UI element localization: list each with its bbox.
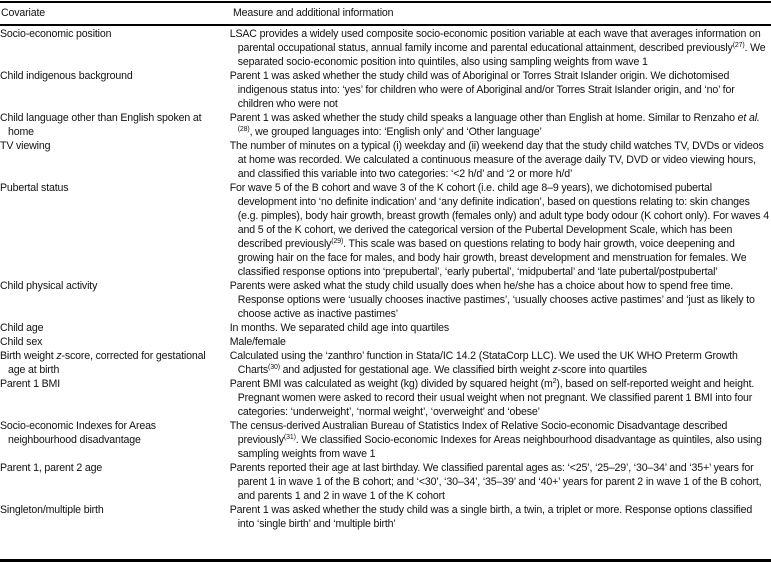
table-row — [0, 349, 771, 377]
measure-cell: Parent 1 was asked whether the study child speaks a language other than English at home. Similar to Renzaho et al.$^{(28)}$, we grouped languages into: ‘English only’ and ‘Other language’ — [229, 112, 760, 138]
header-rule — [0, 24, 771, 26]
table-row — [0, 503, 771, 531]
measure-cell: Parent BMI was calculated as weight (kg) divided by squared height $(m^2)$, based on self-reported weight and height. Pregnant women were asked to record their usual weight when not pregnant. We classified parent 1 BMI into four categories: ‘underweight’, ‘normal weight’, ‘overweight’ and ‘obese’ — [229, 378, 755, 418]
table-row — [0, 419, 771, 461]
measure-cell: Parents reported their age at last birthday. We classified parental ages as: ‘<25’, ‘25–29’, ‘30–34’ and ‘35+’ years for parent 1 in wave 1 of the B cohort; and ‘<30’, ‘30–34’, ‘35–39’ and ‘40+’ years for parent 2 in wave 1 of the B cohort, and parents 1 and 2 in wave 1 of the K cohort — [229, 462, 762, 502]
table-top-rule — [0, 1, 771, 3]
covariate-cell: Socio-economic Indexes for Areas neighbourhood disadvantage — [0, 420, 156, 446]
table-body — [0, 27, 771, 531]
table-row — [0, 377, 771, 419]
table-row — [0, 69, 771, 111]
table-row — [0, 181, 771, 279]
measure-cell: Parents were asked what the study child usually does when he/she has a choice about how to spend free time. Response options were ‘usually chooses inactive pastimes’, ‘usually chooses active pastimes’ and ‘just as likely to choose active as inactive pastimes’ — [229, 280, 755, 320]
measure-cell: For wave 5 of the B cohort and wave 3 of the K cohort (i.e. child age 8–9 years), we dichotomised pubertal development into ‘no definite indication’ and ‘any definite indication’, based on questions relating to: skin changes (e.g. pimples), body hair growth, breast growth (females only) and adult type body odour (K cohort only). For waves 4 and 5 of the K cohort, we derived the categorical version of the Pubertal Development Scale, which has been described previously$^{(29)}$. This scale was based on questions relating to body hair growth, voice deepening and growing hair on the face for males, and body hair growth, breast development and menstruation for females. We classified response options into ‘prepubertal’, ‘early pubertal’, ‘midpubertal’ and ‘late pubertal/postpubertal’ — [229, 182, 769, 278]
measure-cell: Parent 1 was asked whether the study child was a single birth, a twin, a triplet or more. Response options classified into ‘single birth’ and ‘multiple birth’ — [229, 504, 753, 530]
covariate-cell: Child physical activity — [0, 280, 98, 292]
column-header-covariate: Covariate — [1, 7, 45, 19]
table-row — [0, 335, 771, 349]
covariate-cell: Child indigenous background — [0, 70, 133, 82]
measure-cell: Parent 1 was asked whether the study child was of Aboriginal or Torres Strait Islander origin. We dichotomised indigenous status into: ‘yes’ for children who were of Aboriginal and/or Torres Strait Islander origin, and ‘no’ for children who were not — [229, 70, 735, 110]
measure-cell: The census-derived Australian Bureau of Statistics Index of Relative Socio-economic Disadvantage described previously$^{(31)}$. We classified Socio-economic Indexes for Areas neighbourhood disadvantage as quintiles, also using sampling weights from wave 1 — [229, 420, 762, 460]
covariate-cell: Singleton/multiple birth — [0, 504, 104, 516]
measure-cell: LSAC provides a widely used composite socio-economic position variable at each wave that averages information on parental occupational status, annual family income and parental educational attainment, described previously$^{(27)}$. We separated socio-economic position into quintiles, also using sampling weights from wave 1 — [229, 28, 766, 68]
measure-cell: Calculated using the ‘zanthro’ function in Stata/IC 14.2 (StataCorp LLC). We used the UK WHO Preterm Growth Charts$^{(30)}$ and adjusted for gestational age. We classified birth weight z-score into quartiles — [229, 350, 738, 376]
table-row — [0, 279, 771, 321]
covariate-cell: Child language other than English spoken at home — [0, 112, 202, 138]
table-row — [0, 111, 771, 139]
covariate-cell: Socio-economic position — [0, 28, 112, 40]
covariate-cell: Child age — [0, 322, 44, 334]
covariate-cell: Parent 1 BMI — [0, 378, 61, 390]
covariate-cell: Child sex — [0, 336, 43, 348]
covariate-cell: Pubertal status — [0, 182, 69, 194]
column-header-measure: Measure and additional information — [233, 7, 394, 19]
measure-cell: The number of minutes on a typical (i) weekday and (ii) weekend day that the study child watches TV, DVDs or videos at home was recorded. We calculated a continuous measure of the average daily TV, DVD or video viewing hours, and classified this variable into two categories: ‘<2 h/d’ and ‘2 or more h/d’ — [229, 140, 764, 180]
table-row — [0, 139, 771, 181]
measure-cell: In months. We separated child age into quartiles — [229, 322, 450, 334]
table-row — [0, 27, 771, 69]
measure-cell: Male/female — [229, 336, 286, 348]
covariate-cell: Birth weight z-score, corrected for gestational age at birth — [0, 350, 206, 376]
covariate-cell: TV viewing — [0, 140, 51, 152]
covariate-cell: Parent 1, parent 2 age — [0, 462, 103, 474]
table-row — [0, 321, 771, 335]
table-row — [0, 461, 771, 503]
